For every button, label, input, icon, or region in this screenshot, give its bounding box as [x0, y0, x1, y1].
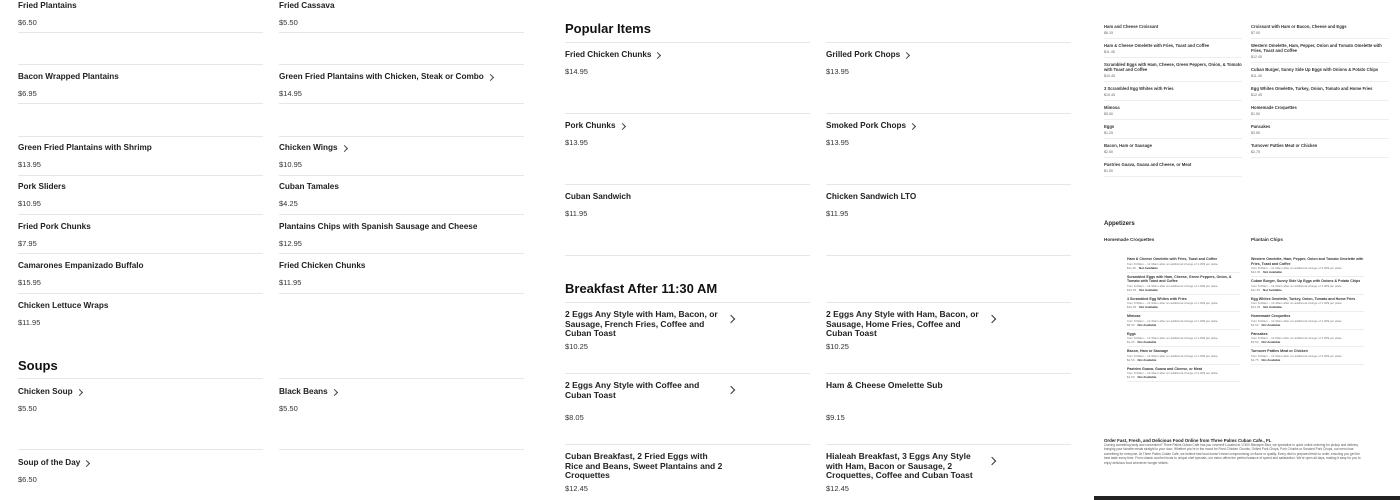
chevron-right-icon — [654, 51, 661, 58]
menu-item[interactable] — [18, 222, 263, 248]
side-menu-detail-item[interactable] — [1127, 330, 1240, 348]
availability-label: Not Available — [1262, 287, 1282, 292]
item-name: Grilled Pork Chops — [826, 50, 901, 59]
menu-item[interactable] — [18, 182, 263, 208]
item-name: Chicken Lettuce Wraps — [18, 301, 109, 310]
divider — [279, 449, 524, 450]
side-menu-detail-item[interactable] — [1251, 295, 1364, 313]
popular-item[interactable] — [565, 192, 810, 218]
breakfast-item[interactable] — [826, 380, 1071, 422]
divider — [279, 378, 524, 379]
divider — [18, 64, 263, 65]
item-name: Ham and Cheese Croissant — [1104, 24, 1159, 29]
availability-label: Not Available — [1137, 375, 1157, 379]
breakfast-item[interactable] — [565, 380, 810, 422]
item-name: Cuban Sandwich — [565, 192, 631, 201]
item-price: $12.45 — [1251, 270, 1261, 274]
menu-item[interactable] — [279, 182, 524, 208]
item-name: Croissant with Ham or Bacon, Cheese and Eggs — [1251, 24, 1347, 29]
side-menu-item[interactable] — [1104, 158, 1242, 177]
item-name: 3 Scrambled Egg Whites with Fries — [1127, 296, 1187, 301]
item-name: 3 Scrambled Egg Whites with Fries — [1104, 86, 1174, 91]
item-price: $6.15 — [1104, 31, 1113, 35]
item-name: Chicken Soup — [18, 387, 73, 396]
availability-label: Not Available — [1261, 340, 1281, 344]
divider — [826, 113, 1071, 114]
divider — [279, 214, 524, 215]
item-name: Cuban Tamales — [279, 182, 339, 191]
divider — [565, 184, 810, 185]
item-note: from 6:00am – 11:30am after an additional charge of 1.00$ per plate. — [1127, 336, 1219, 340]
side-menu-item[interactable] — [1104, 82, 1242, 101]
divider — [18, 103, 263, 104]
item-price: $12.45 — [1251, 93, 1262, 97]
item-name: Bacon, Ham or Sausage — [1127, 349, 1169, 353]
divider — [279, 253, 524, 254]
item-name: Egg Whites Omelette, Turkey, Onion, Tomato and Home Fries — [1251, 296, 1356, 301]
item-price: $5.50 — [18, 404, 37, 413]
divider — [279, 136, 524, 137]
item-name: Turnover Patties Meat or Chicken — [1251, 143, 1318, 148]
item-name: Western Omelette, Ham, Pepper, Onion and Tomato Omelette with Fries, Toast and Coffee — [1251, 257, 1364, 266]
side-menu-item[interactable] — [1251, 63, 1389, 82]
item-price: $1.25 — [1127, 340, 1135, 344]
item-price: $12.45 — [1251, 305, 1261, 309]
side-menu-panel — [1094, 0, 1400, 500]
item-name: Cuban Burger, Sunny Side Up Eggs with Onions & Potato Chips — [1251, 67, 1379, 72]
item-price: $4.25 — [279, 199, 298, 208]
item-price: $15.95 — [18, 278, 41, 287]
divider — [279, 64, 524, 65]
divider — [826, 444, 1071, 445]
side-menu-item[interactable] — [1104, 139, 1242, 158]
breakfast-heading: Breakfast After 11:30 AM — [565, 281, 718, 296]
divider — [18, 175, 263, 176]
item-name: Green Fried Plantains with Shrimp — [18, 143, 152, 152]
side-menu-detail-item[interactable] — [1127, 273, 1240, 295]
popular-item[interactable] — [826, 50, 1071, 76]
item-price: $10.95 — [18, 199, 41, 208]
item-price: $1.50 — [1104, 169, 1113, 173]
menu-item[interactable] — [279, 72, 524, 98]
bottom-bar — [1094, 496, 1400, 500]
item-name: Bacon, Ham or Sausage — [1104, 143, 1152, 148]
item-price: $8.05 — [565, 413, 584, 422]
breakfast-item[interactable] — [565, 451, 810, 493]
item-name: Scrambled Eggs with Ham, Cheese, Green Peppers, Onion, & Tomato with Toast and Coffee — [1127, 274, 1232, 283]
item-price: $5.50 — [1104, 112, 1113, 116]
item-name: Pork Sliders — [18, 182, 66, 191]
about-section — [1104, 438, 1364, 465]
divider — [18, 378, 263, 379]
item-price: $10.25 — [565, 342, 588, 351]
item-name: Bacon Wrapped Plantains — [18, 72, 119, 81]
divider — [279, 32, 524, 33]
chevron-right-icon — [487, 73, 494, 80]
divider — [18, 214, 263, 215]
side-menu-item[interactable] — [1251, 20, 1389, 39]
divider — [826, 184, 1071, 185]
divider — [565, 302, 810, 303]
item-price: $5.50 — [279, 404, 298, 413]
item-name: Soup of the Day — [18, 458, 81, 467]
menu-item[interactable] — [18, 458, 263, 484]
divider — [279, 175, 524, 176]
side-menu-detail-item[interactable] — [1251, 277, 1364, 295]
item-price: $12.95 — [279, 239, 302, 248]
side-menu-detail-item[interactable] — [1251, 312, 1364, 330]
item-name: Western Omelette, Ham, Pepper, Onion and Tomato Omelette with Fries, Toast and Coffee — [1251, 43, 1382, 53]
item-name: Mimosa — [1127, 314, 1141, 318]
item-note: from 6:00am – 11:30am after an additional charge of 1.00$ per plate. — [1127, 261, 1219, 266]
item-name: Fried Plantains — [18, 1, 77, 10]
item-price: $3.50 — [1251, 340, 1259, 344]
item-name: Cuban Burger, Sunny Side Up Eggs with Onions & Potato Chips — [1251, 279, 1361, 283]
side-menu-item[interactable] — [1251, 101, 1389, 120]
chevron-right-icon — [903, 51, 910, 58]
item-note: from 6:00am – 11:30am after an additional charge of 1.00$ per plate. — [1127, 353, 1219, 358]
item-note: from 6:00am – 11:30am after an additional charge of 1.00$ per plate. — [1127, 301, 1219, 305]
menu-item[interactable] — [18, 72, 263, 98]
divider — [279, 293, 524, 294]
item-note: from 6:00am – 11:30am after an additional charge of 1.00$ per plate. — [1127, 318, 1219, 323]
item-name: Scrambled Eggs with Ham, Cheese, Green Peppers, Onion, & Tomato with Toast and Coffee — [1104, 62, 1242, 72]
item-name: Ham & Cheese Omelette with Fries, Toast and Coffee — [1104, 43, 1210, 48]
chevron-right-icon — [727, 386, 735, 394]
availability-label: Not Available — [1138, 265, 1158, 270]
side-menu-item[interactable] — [1251, 139, 1389, 158]
item-name: Camarones Empanizado Buffalo — [18, 261, 144, 270]
menu-item[interactable] — [18, 261, 263, 287]
item-name: Pastries Guava, Guava and Cheese, or Meat — [1127, 366, 1202, 371]
item-name: Pork Chunks — [565, 121, 616, 130]
menu-item[interactable] — [279, 387, 524, 413]
item-price: $13.95 — [826, 67, 849, 76]
breakfast-item[interactable] — [826, 451, 1071, 493]
item-price: $11.45 — [1127, 265, 1136, 270]
availability-label: Not Available — [1137, 357, 1157, 362]
item-price: $14.95 — [565, 67, 588, 76]
item-note: from 6:00am – 11:30am after an additional charge of 1.00$ per plate. — [1127, 283, 1219, 288]
item-note: from 6:00am – 11:30am after an additional charge of 1.00$ per plate. — [1251, 301, 1343, 305]
side-menu-item[interactable] — [1104, 101, 1242, 120]
availability-label: Not Available — [1261, 357, 1281, 362]
divider — [565, 373, 810, 374]
item-name: Chicken Wings — [279, 143, 338, 152]
availability-label: Not Available — [1263, 270, 1282, 274]
item-price: $10.45 — [1104, 74, 1115, 78]
item-price: $7.00 — [1251, 31, 1260, 35]
item-price: $12.45 — [1251, 55, 1262, 59]
item-price: $10.25 — [826, 342, 849, 351]
side-menu-item[interactable] — [1104, 120, 1242, 139]
item-name: Fried Chicken Chunks — [279, 261, 366, 270]
item-price: $11.95 — [279, 278, 302, 287]
item-name: 2 Eggs Any Style with Coffee and Cuban Toast — [565, 380, 700, 400]
item-name: Fried Cassava — [279, 1, 335, 10]
appetizers-subheading: Appetizers — [1104, 221, 1135, 227]
about-title: Order Fast, Fresh, and Delicious Food Online from Three Palms Cuban Cafe., FL — [1104, 438, 1272, 443]
side-menu-detail-item[interactable] — [1127, 347, 1240, 365]
item-name: Eggs — [1127, 331, 1136, 336]
item-price: $11.45 — [1104, 50, 1115, 54]
item-price: $12.45 — [826, 484, 849, 493]
popular-item[interactable] — [826, 192, 1071, 218]
item-note: from 6:00am – 11:30am after an additional charge of 1.00$ per plate. — [1251, 318, 1343, 323]
divider — [826, 42, 1071, 43]
item-name: Ham & Cheese Omelette with Fries, Toast and Coffee — [1127, 257, 1218, 261]
item-name: Homemade Croquettes — [1251, 105, 1297, 110]
divider — [18, 136, 263, 137]
side-menu-detail-item[interactable] — [1127, 295, 1240, 313]
side-menu-detail-item[interactable] — [1251, 330, 1364, 348]
item-price: $2.50 — [1104, 150, 1113, 154]
item-price: $13.95 — [565, 138, 588, 147]
item-price: $5.50 — [279, 18, 298, 27]
item-name: Fried Chicken Chunks — [565, 50, 652, 59]
popular-item[interactable] — [565, 50, 810, 76]
side-menu-detail-item[interactable] — [1251, 347, 1364, 365]
side-menu-item[interactable] — [1251, 39, 1389, 63]
divider — [18, 293, 263, 294]
homemade-croquettes-subheading[interactable]: Homemade Croquettes — [1104, 237, 1155, 242]
menu-item[interactable] — [18, 1, 263, 27]
item-price: $6.50 — [18, 475, 37, 484]
menu-item[interactable] — [279, 1, 524, 27]
divider — [826, 373, 1071, 374]
availability-label: Not Available — [1139, 305, 1158, 309]
divider — [565, 42, 810, 43]
item-name: Black Beans — [279, 387, 328, 396]
divider — [826, 255, 1071, 256]
chevron-right-icon — [341, 144, 348, 151]
divider — [565, 113, 810, 114]
divider — [18, 32, 263, 33]
item-name: Smoked Pork Chops — [826, 121, 907, 130]
item-price: $7.95 — [18, 239, 37, 248]
side-menu-detail-item[interactable] — [1127, 365, 1240, 383]
item-price: $11.95 — [826, 209, 849, 218]
popular-items-heading: Popular Items — [565, 21, 651, 36]
availability-label: Not Available — [1263, 305, 1282, 309]
availability-label: Not Available — [1137, 340, 1157, 344]
item-name: Chicken Sandwich LTO — [826, 192, 917, 201]
item-name: Turnover Patties Meat or Chicken — [1251, 349, 1308, 353]
side-menu-detail-item[interactable] — [1127, 255, 1240, 273]
divider — [279, 103, 524, 104]
item-price: $2.75 — [1251, 150, 1260, 154]
item-price: $12.45 — [565, 484, 588, 493]
item-name: Eggs — [1104, 124, 1115, 129]
chevron-right-icon — [331, 388, 338, 395]
side-menu-detail-item[interactable] — [1251, 255, 1364, 277]
availability-label: Not Available — [1137, 322, 1157, 327]
chevron-right-icon — [83, 459, 90, 466]
item-name: Pancakes — [1251, 331, 1268, 336]
item-price: $1.25 — [1104, 131, 1113, 135]
chevron-right-icon — [909, 122, 916, 129]
item-price: $9.15 — [826, 413, 845, 422]
side-menu-item[interactable] — [1104, 58, 1242, 82]
item-price: $10.45 — [1127, 305, 1137, 309]
item-price: $11.45 — [1251, 74, 1262, 78]
side-menu-item[interactable] — [1104, 20, 1242, 39]
item-price: $10.95 — [279, 160, 302, 169]
availability-label: Not Available — [1139, 287, 1158, 292]
chevron-right-icon — [988, 457, 996, 465]
item-name: Plantains Chips with Spanish Sausage and Cheese — [279, 222, 478, 231]
item-name: 2 Eggs Any Style with Ham, Bacon, or Sausage, French Fries, Coffee and Cuban Toast — [565, 309, 718, 338]
divider — [565, 255, 810, 256]
chevron-right-icon — [618, 122, 625, 129]
breakfast-item[interactable] — [826, 309, 1071, 351]
item-name: Ham & Cheese Omelette Sub — [826, 380, 943, 390]
item-name: Pancakes — [1251, 124, 1271, 129]
item-price: $6.50 — [18, 18, 37, 27]
menu-item[interactable] — [279, 222, 524, 248]
item-note: from 6:00am – 11:30am after an additional charge of 1.00$ per plate. — [1127, 371, 1219, 375]
divider — [18, 253, 263, 254]
divider — [826, 302, 1071, 303]
item-price: $11.95 — [18, 318, 41, 327]
item-price: $11.45 — [1251, 287, 1260, 292]
item-name: Green Fried Plantains with Chicken, Steak or Combo — [279, 72, 484, 81]
item-price: $10.45 — [1127, 287, 1137, 292]
availability-label: Not Available — [1261, 322, 1281, 327]
item-name: Cuban Breakfast, 2 Fried Eggs with Rice and Beans, Sweet Plantains and 2 Croquettes — [565, 451, 723, 480]
item-price: $2.75 — [1251, 357, 1259, 362]
about-text: Craving something tasty and convenient? Three Palms Cuban Cafe has you covered! Located at 17400 Biscayne Blvd, we specialize in quick online ordering for pickup and delivery, bringing your favorite meals straight to your door. Whether you're in the mood for Fried Chicken Chunks, Grilled Pork Chops, Pork Chunks or Smoked Pork Chops, our menu has something for everyone. At Three Palms Cuban Cafe, we believe fast food doesn't mean compromising on flavor or quality. Every dish is prepared fresh to order, ensuring you get the best taste every time. From classic comfort foods to unique chef specials, our menu offers the perfect balance of speed and satisfaction. We're open all days, making it easy for you to enjoy delicious food whenever hunger strikes. — [1104, 443, 1361, 465]
popular-item[interactable] — [826, 121, 1071, 147]
item-price: $10.45 — [1104, 93, 1115, 97]
popular-item[interactable] — [565, 121, 810, 147]
item-note: from 6:00am – 11:30am after an additional charge of 1.00$ per plate. — [1251, 353, 1343, 358]
side-menu-detail-item[interactable] — [1127, 312, 1240, 330]
chevron-right-icon — [727, 315, 735, 323]
item-name: Homemade Croquettes — [1251, 314, 1291, 318]
item-note: from 6:00am – 11:30am after an additional charge of 1.00$ per plate. — [1251, 336, 1343, 340]
item-name: Pastries Guava, Guava and Cheese, or Meat — [1104, 162, 1192, 167]
item-price: $11.95 — [565, 209, 588, 218]
menu-item[interactable] — [279, 261, 524, 287]
item-price: $1.50 — [1251, 322, 1259, 327]
item-name: Hialeah Breakfast, 3 Eggs Any Style with Ham, Bacon or Sausage, 2 Croquettes, Coffee and Cuban Toast — [826, 451, 973, 480]
item-name: Fried Pork Chunks — [18, 222, 91, 231]
item-price: $5.50 — [1127, 322, 1135, 327]
divider — [18, 449, 263, 450]
item-price: $3.50 — [1251, 131, 1260, 135]
item-price: $13.95 — [826, 138, 849, 147]
menu-item[interactable] — [279, 143, 524, 169]
breakfast-item[interactable] — [565, 309, 810, 351]
menu-item[interactable] — [18, 143, 263, 169]
item-price: $2.50 — [1127, 357, 1135, 362]
side-menu-item[interactable] — [1251, 120, 1389, 139]
item-note: from 6:00am – 11:30am after an additional charge of 1.00$ per plate. — [1251, 283, 1343, 288]
item-note: from 6:00am – 11:30am after an additional charge of 1.00$ per plate. — [1251, 266, 1343, 270]
chevron-right-icon — [988, 315, 996, 323]
item-price: $1.50 — [1251, 112, 1260, 116]
soups-heading: Soups — [18, 358, 58, 373]
item-name: Mimosa — [1104, 105, 1120, 110]
menu-item[interactable] — [18, 387, 263, 413]
side-menu-item[interactable] — [1251, 82, 1389, 101]
item-price: $6.95 — [18, 89, 37, 98]
menu-item[interactable] — [18, 301, 263, 327]
item-price: $1.50 — [1127, 375, 1135, 379]
item-name: Egg Whites Omelette, Turkey, Onion, Tomato and Home Fries — [1251, 86, 1373, 91]
item-name: 2 Eggs Any Style with Ham, Bacon, or Sausage, Home Fries, Coffee and Cuban Toast — [826, 309, 979, 338]
divider — [565, 444, 810, 445]
side-menu-item[interactable] — [1104, 39, 1242, 58]
item-price: $13.95 — [18, 160, 41, 169]
chevron-right-icon — [76, 388, 83, 395]
plantain-chips-subheading[interactable]: Plantain Chips — [1251, 237, 1283, 242]
item-price: $14.95 — [279, 89, 302, 98]
